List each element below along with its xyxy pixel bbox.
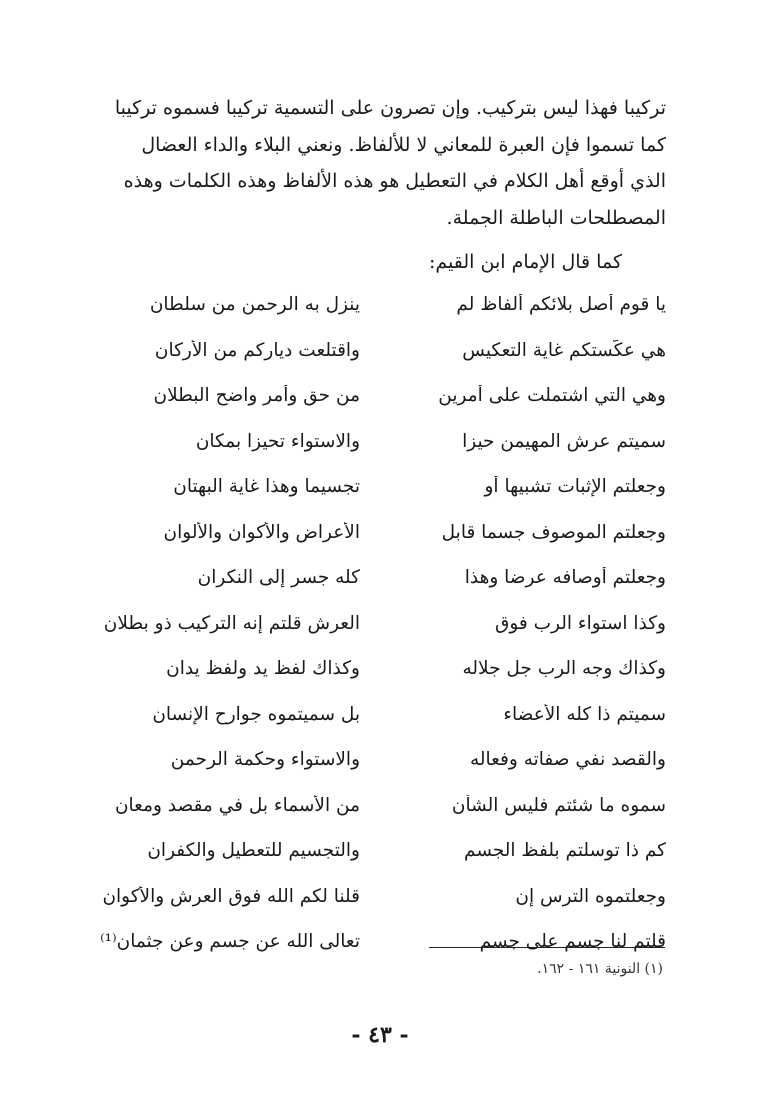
poem-verse <box>0 654 760 700</box>
verse-first-hemistich: سميتم ذا كله الأعضاء <box>503 703 666 725</box>
verse-first-hemistich: وهي التي اشتملت على أمرين <box>438 385 666 406</box>
verse-second-hemistich: وكذاك لفظ يد ولفظ يدان <box>166 658 360 679</box>
verse-first-hemistich: سميتم عرش المهيمن حيزا <box>462 430 666 452</box>
verse-second-hemistich: واقتلعت دياركم من الأركان <box>154 339 360 361</box>
verse-second-hemistich: الأعراض والأكوان والألوان <box>163 521 360 543</box>
page-number: - ٤٣ - <box>351 1022 409 1048</box>
paragraph-line: الذي أوقع أهل الكلام في التعطيل هو هذه الألفاظ وهذه الكلمات وهذه <box>123 170 666 192</box>
poem-verse <box>0 791 760 837</box>
poem-verse <box>0 290 760 336</box>
verse-first-hemistich: وجعلتم الموصوف جسما قابل <box>441 521 666 543</box>
poem <box>0 290 760 973</box>
verse-second-hemistich: كله جسر إلى النكران <box>197 567 360 588</box>
verse-first-hemistich: يا قوم أصل بلائكم ألفاظ لم <box>456 294 666 315</box>
verse-first-hemistich: والقصد نفي صفاته وفعاله <box>469 749 666 770</box>
poem-verse <box>0 836 760 882</box>
paragraph-line: كما تسموا فإن العبرة للمعاني لا للألفاظ. ونعني البلاء والداء العضال <box>141 133 666 156</box>
verse-second-hemistich: والاستواء وحكمة الرحمن <box>170 749 360 770</box>
poem-verse <box>0 563 760 609</box>
verse-first-hemistich: كم ذا توسلتم بلفظ الجسم <box>464 840 666 861</box>
verse-second-hemistich: ينزل به الرحمن من سلطان <box>149 294 360 315</box>
body-paragraph <box>90 90 666 236</box>
verse-first-hemistich: وجعلتم أوصافه عرضا وهذا <box>464 567 666 588</box>
poem-verse <box>0 700 760 746</box>
poem-verse <box>0 882 760 928</box>
verse-second-hemistich: من حق وأمر واضح البطلان <box>153 385 360 406</box>
verse-second-hemistich: العرش قلتم إنه التركيب ذو بطلان <box>103 612 360 634</box>
verse-first-hemistich: وكذاك وجه الرب جل جلاله <box>462 658 666 679</box>
verse-first-hemistich: وكذا استواء الرب فوق <box>494 612 666 634</box>
verse-first-hemistich: هي عكَّستكم غاية التعكيس <box>462 339 666 361</box>
verse-second-hemistich: تجسيما وهذا غاية البهتان <box>173 476 360 497</box>
poem-verse <box>0 336 760 382</box>
verse-second-hemistich: من الأسماء بل في مقصد ومعان <box>114 794 360 816</box>
verse-second-hemistich: والاستواء تحيزا بمكان <box>195 430 360 452</box>
poem-verse <box>0 472 760 518</box>
poem-verse <box>0 609 760 655</box>
verse-second-hemistich: تعالى الله عن جسم وعن جثمان⁽¹⁾ <box>100 931 360 952</box>
poem-verse <box>0 518 760 564</box>
paragraph-line: تركيبا فهذا ليس بتركيب. وإن تصرون على التسمية تركيبا فسموه تركيبا <box>114 97 666 119</box>
poem-verse <box>0 381 760 427</box>
verse-second-hemistich: والتجسيم للتعطيل والكفران <box>147 840 360 861</box>
poem-verse <box>0 427 760 473</box>
footnote: (١) النونية ١٦١ - ١٦٢. <box>537 961 663 977</box>
verse-first-hemistich: وجعلتم الإثبات تشبيها أو <box>484 476 666 497</box>
verse-first-hemistich: وجعلتموه الترس إن <box>515 885 666 907</box>
verse-second-hemistich: بل سميتموه جوارح الإنسان <box>152 703 360 725</box>
verse-second-hemistich: قلنا لكم الله فوق العرش والأكوان <box>102 885 360 907</box>
verse-first-hemistich: سموه ما شئتم فليس الشأن <box>451 794 666 816</box>
footnote-divider <box>429 947 665 948</box>
poem-verse <box>0 745 760 791</box>
poem-intro: كما قال الإمام ابن القيم: <box>429 251 622 273</box>
verse-first-hemistich: قلتم لنا جسم على جسم <box>479 931 666 952</box>
paragraph-line: المصطلحات الباطلة الجملة. <box>446 206 666 229</box>
